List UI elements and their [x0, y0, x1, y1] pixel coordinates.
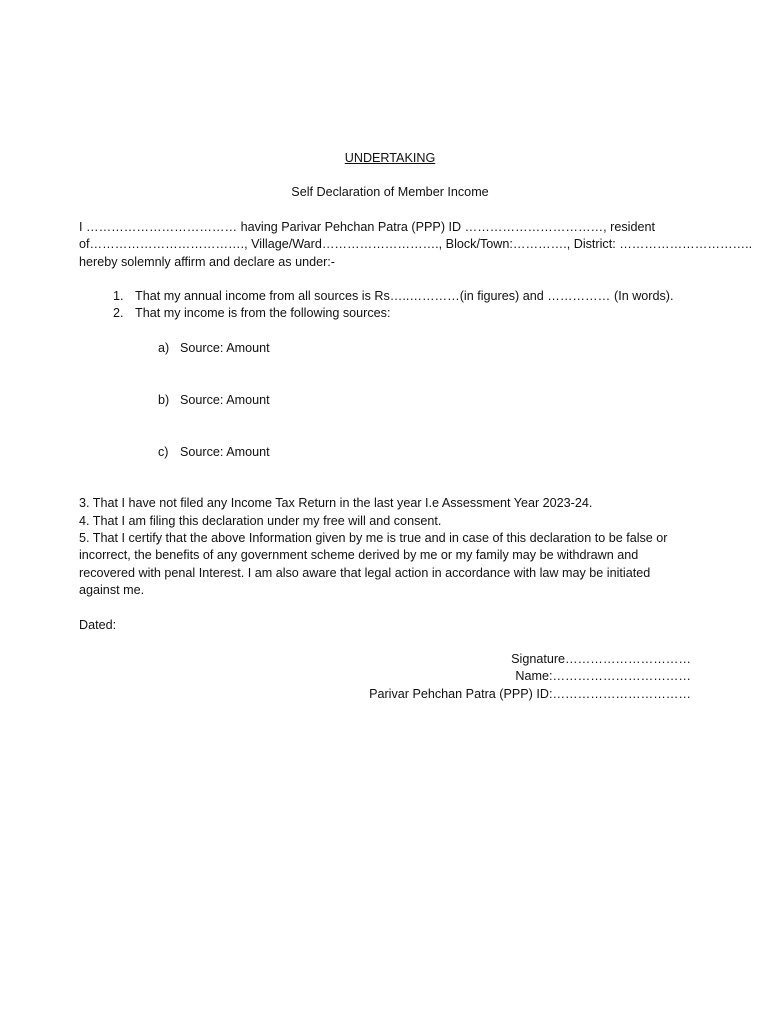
source-text: Source: Amount — [180, 392, 270, 407]
source-item-b — [79, 392, 691, 409]
numbered-list — [79, 288, 691, 323]
item-text: That my annual income from all sources is Rs…..…………(in figures) and …………… — [135, 289, 611, 304]
point-3: 3. That I have not filed any Income Tax Return in the last year I.e Assessment Year 2023-24. — [79, 496, 593, 511]
source-letter: c) — [158, 444, 169, 459]
dated-label: Dated: — [79, 617, 117, 632]
intro-line-3: hereby solemnly affirm and declare as under:- — [79, 254, 335, 269]
point-4: 4. That I am filing this declaration under my free will and consent. — [79, 513, 442, 528]
source-text: Source: Amount — [180, 340, 270, 355]
in-words-label: (In words). — [614, 289, 674, 304]
name-line: Name:…………………………… — [515, 669, 691, 684]
signoff-block — [79, 651, 691, 703]
intro-paragraph — [79, 219, 753, 271]
numbered-item-1 — [79, 288, 691, 305]
intro-line-1: I ……………………………… having Parivar Pehchan Patra (PPP) ID ……………………………, resident — [79, 219, 655, 234]
source-text: Source: Amount — [180, 444, 270, 459]
item-number: 2. — [113, 306, 124, 321]
source-item-a — [79, 340, 691, 357]
declaration-points — [79, 495, 691, 599]
sources-list — [79, 340, 691, 461]
source-item-c — [79, 444, 691, 461]
source-letter: b) — [158, 392, 170, 407]
item-number: 1. — [113, 289, 124, 304]
signature-line: Signature………………………… — [511, 652, 691, 667]
item-text: That my income is from the following sources: — [135, 306, 391, 321]
document-title: UNDERTAKING — [344, 151, 436, 165]
document-page — [79, 150, 753, 703]
point-5: 5. That I certify that the above Information given by me is true and in case of this declaration to be false or incorrect, the benefits of any government scheme derived by me or my family may be withdrawn and recovered with penal Interest. I am also aware that legal action in accordance with law may be initiated against me. — [79, 531, 668, 598]
ppp-id-line: Parivar Pehchan Patra (PPP) ID:…………………………… — [369, 686, 691, 701]
intro-line-2: of………………………………., Village/Ward………………………., Block/Town:…………., District: ………………………….. — [79, 237, 753, 252]
numbered-item-2 — [79, 305, 691, 322]
source-letter: a) — [158, 340, 170, 355]
document-subtitle: Self Declaration of Member Income — [291, 185, 489, 200]
